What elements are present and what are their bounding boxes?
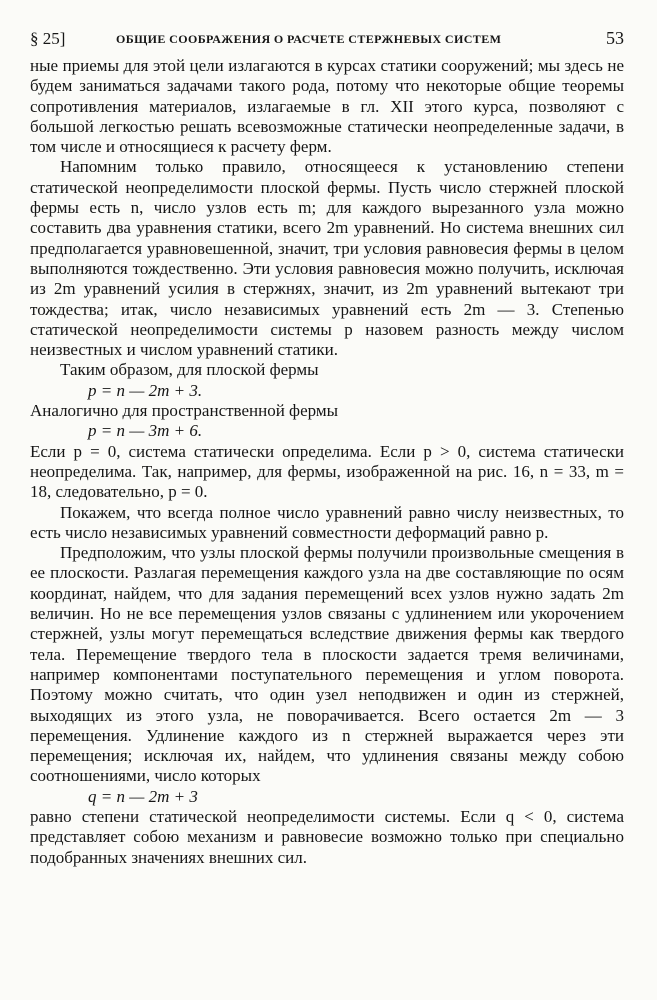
paragraph-5: Если p = 0, система статически определима. Если p > 0, система статически неопределима. Так, например, для фермы, изображенной на рис. 16, n = 33, m = 18, следовательно, p = 0. [30, 441, 624, 502]
running-header [30, 26, 624, 56]
paragraph-8: равно степени статической неопределимости системы. Если q < 0, система представляет собою механизм и равновесие возможно только при специально подобранных значениях внешних сил. [30, 806, 624, 867]
chapter-title: ОБЩИЕ СООБРАЖЕНИЯ О РАСЧЕТЕ СТЕРЖНЕВЫХ СИСТЕМ [116, 32, 502, 46]
paragraph-4: Аналогично для пространственной фермы [30, 401, 339, 421]
paragraph-6: Покажем, что всегда полное число уравнений равно числу неизвестных, то есть число независимых уравнений совместности деформаций равно p. [30, 502, 624, 542]
formula-plane-truss: p = n — 2m + 3. [88, 380, 203, 400]
paragraph-1: ные приемы для этой цели излагаются в курсах статики сооружений; мы здесь не будем заниматься задачами такого рода, потому что некоторые общие теоремы сопротивления материалов, излагаемые в гл. XII этого курса, позволяют с большой легкостью решать всевозможные статически неопределенные задачи, в том числе и относящиеся к расчету ферм. [30, 56, 624, 157]
formula-space-truss: p = n — 3m + 6. [88, 421, 203, 441]
paragraph-2: Напомним только правило, относящееся к установлению степени статической неопределимости плоской фермы. Пусть число стержней плоской фермы есть n, число узлов есть m; для каждого вырезанного узла можно составить два уравнения статики, всего 2m уравнений. Но система внешних сил предполагается уравновешенной, значит, три условия равновесия фермы в целом выполняются тождественно. Эти условия равновесия можно получить, исключая из 2m уравнений усилия в стержнях, значит, из 2m уравнений вытекают три тождества; итак, число независимых уравнений есть 2m — 3. Степенью статической неопределимости системы p назовем разность между числом неизвестных и числом уравнений статики. [30, 157, 624, 360]
page-number: 53 [606, 28, 624, 48]
paragraph-3: Таким образом, для плоской фермы [60, 360, 319, 380]
page [30, 26, 624, 868]
section-number: § 25] [30, 29, 66, 48]
paragraph-7: Предположим, что узлы плоской фермы получили произвольные смещения в ее плоскости. Разлагая перемещения каждого узла на две составляющие по осям координат, найдем, что для задания перемещений всех узлов нужно задать 2m величин. Но не все перемещения узлов связаны с удлинением или укорочением стержней, узлы могут перемещаться вследствие движения фермы как твердого тела. Перемещение твердого тела в плоскости задается тремя величинами, например компонентами поступательного перемещения и углом поворота. Поэтому можно считать, что один узел неподвижен и один из стержней, выходящих из этого узла, не поворачивается. Всего остается 2m — 3 перемещения. Удлинение каждого из n стержней выражается через эти перемещения; исключая их, найдем, что удлинения связаны между собою соотношениями, число которых [30, 543, 624, 786]
formula-compatibility: q = n — 2m + 3 [88, 786, 198, 806]
body-text [30, 56, 624, 868]
